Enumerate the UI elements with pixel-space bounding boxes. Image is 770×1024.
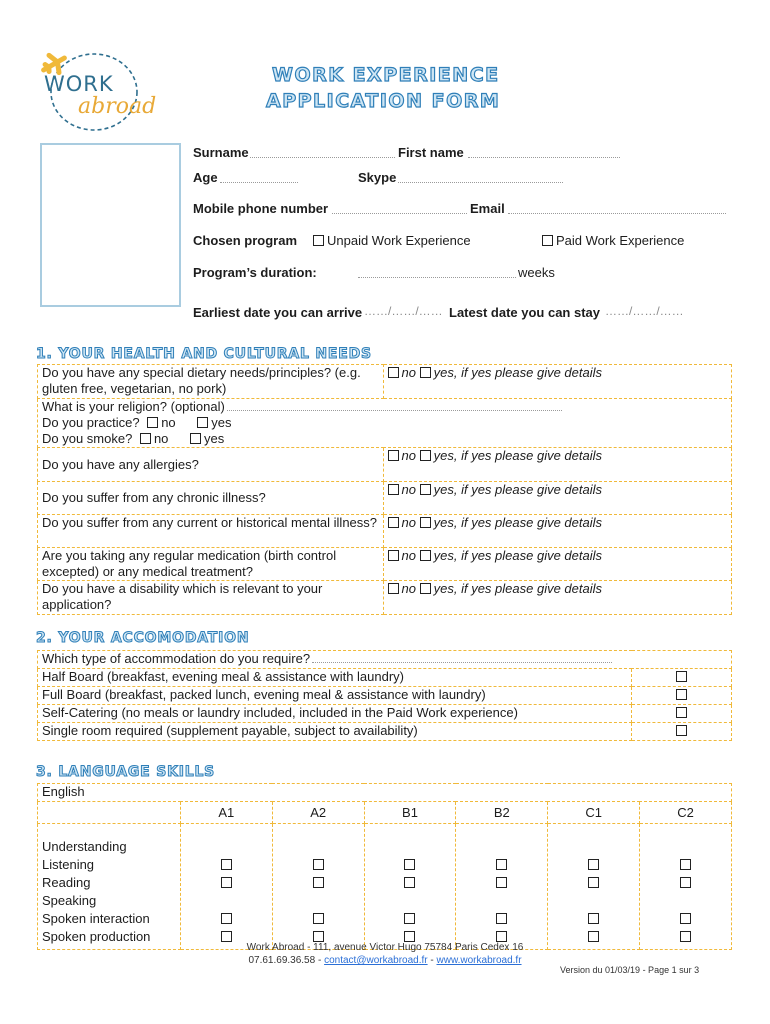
level-slot: [460, 874, 543, 892]
practice-yes-label: yes: [211, 415, 232, 430]
level-slot: [460, 892, 543, 910]
skill-spoken-production: Spoken production: [42, 929, 151, 944]
language-level-checkbox[interactable]: [221, 913, 232, 924]
photo-box[interactable]: [40, 143, 181, 307]
chronic-no-checkbox[interactable]: [388, 484, 399, 495]
language-table: [37, 783, 732, 950]
medication-yes-checkbox[interactable]: [420, 550, 431, 561]
allergies-no-label: no: [401, 448, 417, 463]
first-name-label: First name: [398, 145, 464, 160]
level-slot: [644, 838, 727, 856]
language-level-checkbox[interactable]: [680, 859, 691, 870]
language-level-checkbox[interactable]: [588, 877, 599, 888]
unpaid-option[interactable]: [313, 233, 471, 248]
skills-list: [38, 824, 181, 950]
chronic-answer: [383, 482, 731, 515]
mental-yes-checkbox[interactable]: [420, 517, 431, 528]
level-slot: [185, 838, 268, 856]
religion-block: [38, 399, 732, 448]
footer-email-link[interactable]: contact@workabroad.fr: [324, 955, 428, 966]
footer-version: Version du 01/03/19 - Page 1 sur 3: [560, 965, 700, 975]
earliest-date-label: Earliest date you can arrive: [193, 305, 363, 320]
accommodation-question: Which type of accommodation do you require?: [42, 651, 311, 666]
level-header: B2: [456, 802, 548, 824]
language-level-checkbox[interactable]: [221, 859, 232, 870]
language-level-checkbox[interactable]: [588, 913, 599, 924]
smoke-yes-label: yes: [204, 431, 225, 446]
level-slot: [369, 874, 452, 892]
disability-no-checkbox[interactable]: [388, 583, 399, 594]
level-slot: [185, 910, 268, 928]
chronic-yes-label: yes, if yes please give details: [433, 482, 603, 497]
level-slot: [277, 856, 360, 874]
accommodation-question-row: [38, 651, 732, 669]
level-slot: [369, 856, 452, 874]
level-slot: [277, 874, 360, 892]
language-level-checkbox[interactable]: [496, 913, 507, 924]
half-board-checkbox[interactable]: [676, 671, 687, 682]
level-header-empty: [38, 802, 181, 824]
language-level-checkbox[interactable]: [313, 859, 324, 870]
logo: [34, 46, 157, 134]
paid-label: Paid Work Experience: [556, 233, 685, 248]
unpaid-checkbox[interactable]: [313, 235, 324, 246]
chronic-text: Do you suffer from any chronic illness?: [42, 490, 266, 505]
diet-answer: [383, 365, 731, 399]
level-slot: [185, 892, 268, 910]
mental-answer: [383, 515, 731, 548]
diet-yes-label: yes, if yes please give details: [433, 365, 603, 380]
skill-spoken-interaction: Spoken interaction: [42, 911, 150, 926]
first-name-field[interactable]: [468, 146, 620, 158]
accommodation-field[interactable]: [312, 651, 612, 663]
language-level-checkbox[interactable]: [588, 859, 599, 870]
chronic-question: [38, 482, 384, 515]
mental-question: Do you suffer from any current or historical mental illness?: [38, 515, 384, 548]
allergies-no-checkbox[interactable]: [388, 450, 399, 461]
language-level-checkbox[interactable]: [680, 913, 691, 924]
practice-question: Do you practice?: [42, 415, 140, 430]
footer-separator: -: [427, 955, 437, 966]
accommodation-cell: [632, 723, 732, 741]
medication-yes-label: yes, if yes please give details: [433, 548, 603, 563]
latest-date-label: Latest date you can stay: [449, 305, 600, 320]
form-title-line1: WORK EXPERIENCE: [272, 64, 500, 86]
accommodation-option: Self-Catering (no meals or laundry included, included in the Paid Work experience): [38, 705, 632, 723]
diet-no-label: no: [401, 365, 417, 380]
surname-label: Surname: [193, 145, 249, 160]
level-slot: [644, 874, 727, 892]
disability-no-label: no: [401, 581, 417, 596]
level-header: C2: [640, 802, 732, 824]
accommodation-option: Full Board (breakfast, packed lunch, evening meal & assistance with laundry): [38, 687, 632, 705]
language-level-checkbox[interactable]: [404, 913, 415, 924]
level-column-b2: [456, 824, 548, 950]
medication-no-label: no: [401, 548, 417, 563]
form-title-line2: APPLICATION FORM: [266, 90, 501, 112]
age-label: Age: [193, 170, 218, 185]
level-slot: [185, 874, 268, 892]
smoke-question: Do you smoke?: [42, 431, 133, 446]
level-slot: [460, 838, 543, 856]
level-slot: [369, 892, 452, 910]
latest-date-field[interactable]: ……/……/……: [605, 304, 684, 318]
unpaid-label: Unpaid Work Experience: [327, 233, 471, 248]
mobile-field[interactable]: [332, 202, 467, 214]
level-slot: [369, 838, 452, 856]
skill-reading: Reading: [42, 875, 91, 890]
smoke-no-checkbox[interactable]: [140, 433, 151, 444]
practice-no-checkbox[interactable]: [147, 417, 158, 428]
disability-yes-checkbox[interactable]: [420, 583, 431, 594]
skill-listening: Listening: [42, 857, 95, 872]
self-catering-checkbox[interactable]: [676, 707, 687, 718]
medication-no-checkbox[interactable]: [388, 550, 399, 561]
level-slot: [460, 856, 543, 874]
level-header: A1: [180, 802, 272, 824]
understanding-label: Understanding: [42, 839, 127, 854]
level-column-a1: [180, 824, 272, 950]
level-slot: [644, 856, 727, 874]
level-slot: [552, 910, 635, 928]
accommodation-cell: [632, 669, 732, 687]
skype-field[interactable]: [398, 171, 563, 183]
accommodation-cell: [632, 687, 732, 705]
level-slot: [644, 892, 727, 910]
paid-option[interactable]: [542, 233, 684, 248]
language-level-checkbox[interactable]: [221, 877, 232, 888]
email-field[interactable]: [508, 202, 726, 214]
level-column-c2: [640, 824, 732, 950]
level-column-a2: [272, 824, 364, 950]
disability-question: Do you have a disability which is relevant to your application?: [38, 581, 384, 615]
duration-field[interactable]: [358, 266, 516, 278]
chronic-yes-checkbox[interactable]: [420, 484, 431, 495]
email-label: Email: [470, 201, 505, 216]
religion-question: What is your religion? (optional): [42, 399, 225, 414]
practice-no-label: no: [161, 415, 176, 430]
allergies-text: Do you have any allergies?: [42, 456, 199, 472]
accommodation-option: Single room required (supplement payable, subject to availability): [38, 723, 632, 741]
language-level-checkbox[interactable]: [496, 877, 507, 888]
accommodation-cell: [632, 705, 732, 723]
allergies-answer: [383, 448, 731, 482]
accommodation-table: [37, 650, 732, 741]
section-accommodation-title: 2. YOUR ACCOMODATION: [36, 630, 250, 646]
level-header: B1: [364, 802, 456, 824]
diet-yes-checkbox[interactable]: [420, 367, 431, 378]
level-slot: [277, 910, 360, 928]
mental-no-label: no: [401, 515, 417, 530]
language-level-checkbox[interactable]: [313, 913, 324, 924]
mobile-label: Mobile phone number: [193, 201, 329, 216]
level-slot: [552, 856, 635, 874]
chosen-program-label: Chosen program: [193, 233, 298, 248]
full-board-checkbox[interactable]: [676, 689, 687, 700]
level-slot: [552, 892, 635, 910]
medication-question: Are you taking any regular medication (birth control excepted) or any medical treatment?: [38, 548, 384, 581]
footer-phone: 07.61.69.36.58 -: [248, 955, 325, 966]
surname-field[interactable]: [250, 146, 395, 158]
chronic-no-label: no: [401, 482, 417, 497]
language-level-checkbox[interactable]: [313, 877, 324, 888]
level-column-c1: [548, 824, 640, 950]
level-header: A2: [272, 802, 364, 824]
disability-answer: [383, 581, 731, 615]
level-slot: [185, 856, 268, 874]
level-slot: [644, 910, 727, 928]
single-room-checkbox[interactable]: [676, 725, 687, 736]
language-level-checkbox[interactable]: [404, 859, 415, 870]
level-header: C1: [548, 802, 640, 824]
mental-yes-label: yes, if yes please give details: [433, 515, 603, 530]
allergies-question: [38, 448, 384, 482]
smoke-no-label: no: [153, 431, 169, 446]
section-health-title: 1. YOUR HEALTH AND CULTURAL NEEDS: [36, 346, 372, 362]
level-slot: [552, 838, 635, 856]
diet-no-checkbox[interactable]: [388, 367, 399, 378]
level-slot: [277, 892, 360, 910]
earliest-date-field[interactable]: ……/……/……: [364, 304, 443, 318]
age-field[interactable]: [220, 171, 298, 183]
level-slot: [552, 874, 635, 892]
health-table: [37, 364, 732, 615]
skill-speaking: Speaking: [42, 893, 97, 908]
allergies-yes-checkbox[interactable]: [420, 450, 431, 461]
allergies-yes-label: yes, if yes please give details: [433, 448, 603, 463]
accommodation-option: Half Board (breakfast, evening meal & assistance with laundry): [38, 669, 632, 687]
language-level-checkbox[interactable]: [680, 877, 691, 888]
language-level-checkbox[interactable]: [496, 859, 507, 870]
level-column-b1: [364, 824, 456, 950]
footer-address: Work Abroad - 111, avenue Victor Hugo 75784 Paris Cedex 16: [246, 942, 524, 953]
footer-web-link[interactable]: www.workabroad.fr: [436, 955, 522, 966]
level-slot: [277, 838, 360, 856]
mental-no-checkbox[interactable]: [388, 517, 399, 528]
medication-answer: [383, 548, 731, 581]
diet-question: Do you have any special dietary needs/principles? (e.g. gluten free, vegetarian, no pork): [38, 365, 384, 399]
logo-word-abroad: abroad: [78, 94, 157, 119]
religion-field[interactable]: [227, 399, 562, 411]
skype-label: Skype: [358, 170, 397, 185]
paid-checkbox[interactable]: [542, 235, 553, 246]
language-level-checkbox[interactable]: [404, 877, 415, 888]
duration-label: Program’s duration:: [193, 265, 317, 280]
logo-word-work: WORK: [44, 72, 114, 96]
level-slot: [369, 910, 452, 928]
weeks-label: weeks: [518, 265, 555, 280]
section-language-title: 3. LANGUAGE SKILLS: [36, 764, 216, 780]
language-name: English: [38, 784, 732, 802]
smoke-yes-checkbox[interactable]: [190, 433, 201, 444]
disability-yes-label: yes, if yes please give details: [433, 581, 603, 596]
practice-yes-checkbox[interactable]: [197, 417, 208, 428]
level-slot: [460, 910, 543, 928]
